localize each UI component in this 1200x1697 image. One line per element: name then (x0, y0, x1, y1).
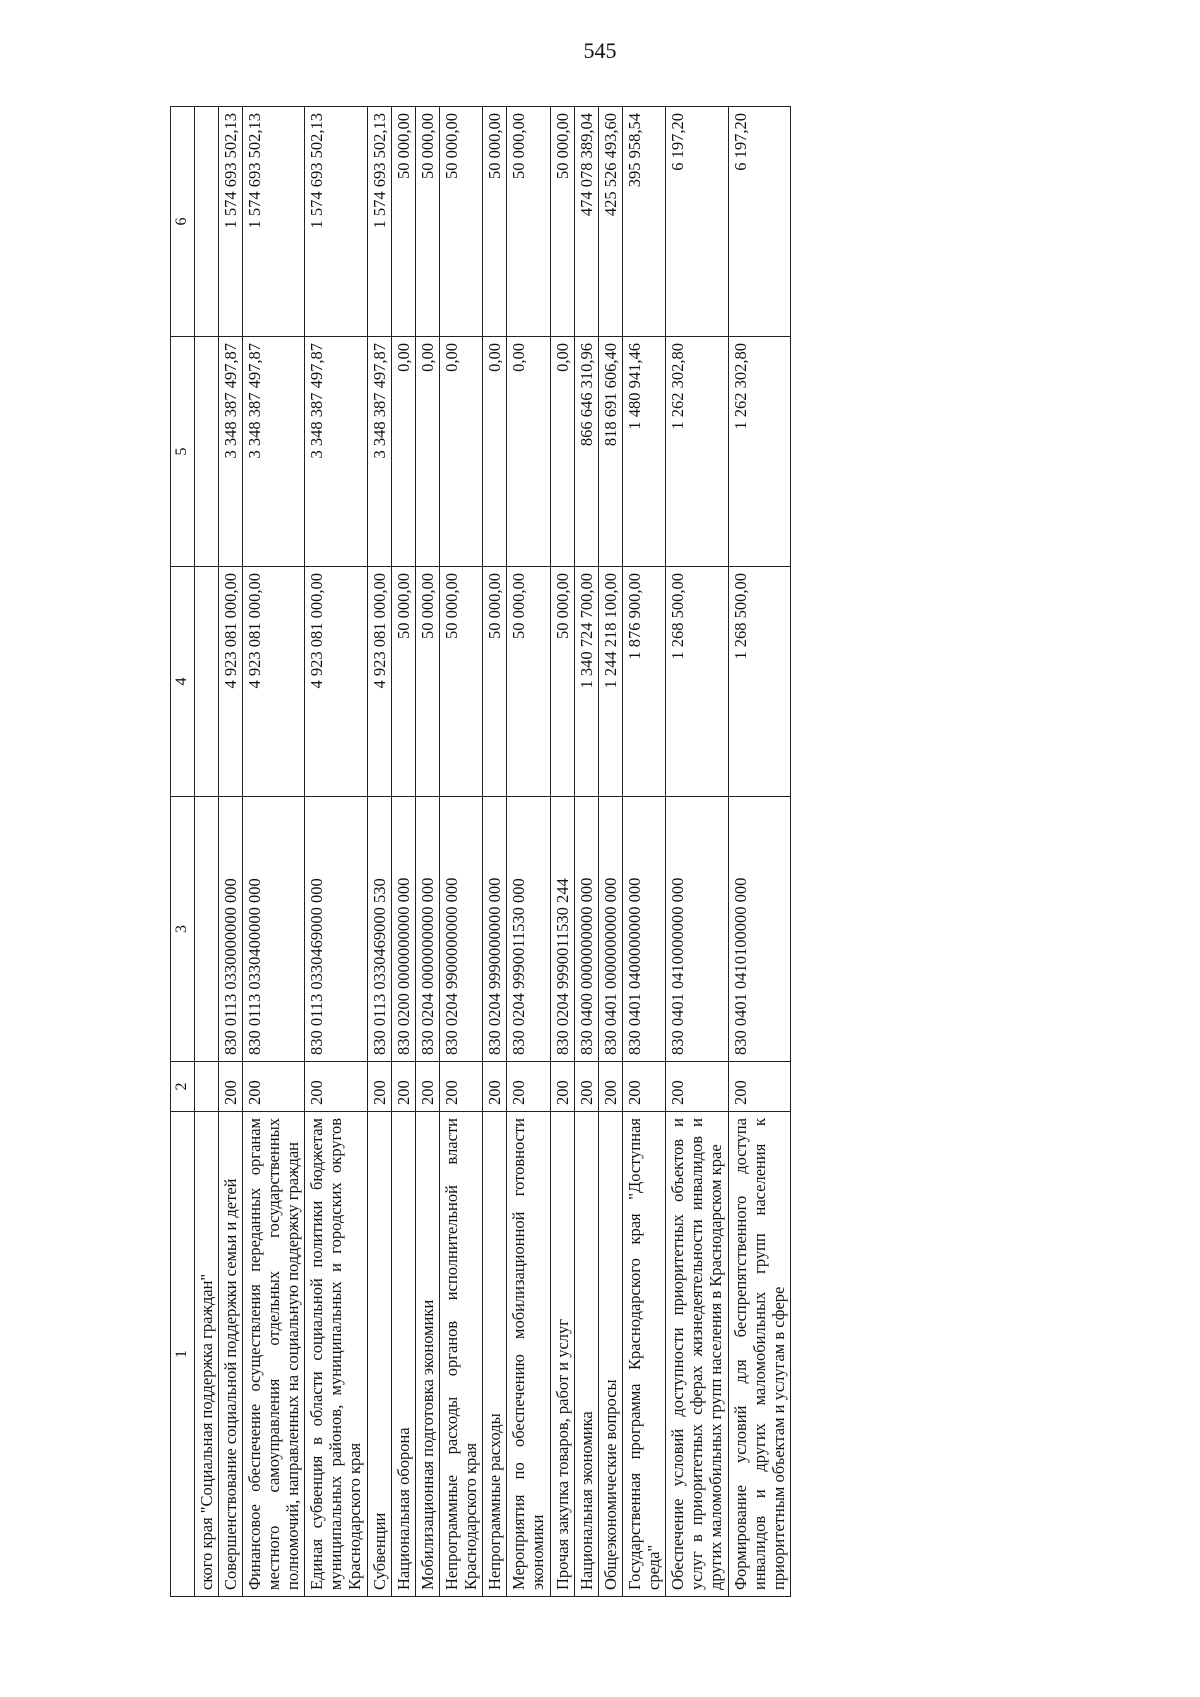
table-row (218, 107, 242, 1597)
table-row (194, 107, 218, 1597)
row-fact-amount: 3 348 387 497,87 (305, 337, 367, 567)
row-remainder-amount: 1 574 693 502,13 (305, 107, 367, 337)
row-code-cell: 830 0204 9990011530 244 (550, 797, 574, 1062)
row-code-cell: 830 0204 9990011530 000 (507, 797, 550, 1062)
row-plan-amount: 1 268 500,00 (728, 567, 790, 797)
row-code-cell: 830 0401 0410000000 000 (666, 797, 728, 1062)
row-vr-cell (194, 1062, 218, 1112)
row-vr-cell: 200 (391, 1062, 415, 1112)
table-row (242, 107, 304, 1597)
row-remainder-amount: 395 958,54 (622, 107, 665, 337)
row-remainder-amount: 50 000,00 (550, 107, 574, 337)
table-header-row (171, 107, 195, 1597)
row-name-cell: Непрограммные расходы органов исполнительной власти Краснодарского края (439, 1112, 482, 1597)
table-row (391, 107, 415, 1597)
row-plan-amount: 4 923 081 000,00 (367, 567, 391, 797)
row-vr-cell: 200 (305, 1062, 367, 1112)
row-name-cell: Национальная экономика (574, 1112, 598, 1597)
row-vr-cell: 200 (622, 1062, 665, 1112)
row-vr-cell: 200 (550, 1062, 574, 1112)
row-vr-cell: 200 (242, 1062, 304, 1112)
header-cell: 3 (171, 797, 195, 1062)
row-vr-cell: 200 (439, 1062, 482, 1112)
row-name-cell: Мобилизационная подготовка экономики (415, 1112, 439, 1597)
row-fact-amount: 0,00 (550, 337, 574, 567)
row-remainder-amount: 50 000,00 (391, 107, 415, 337)
header-cell: 6 (171, 107, 195, 337)
row-plan-amount: 50 000,00 (550, 567, 574, 797)
table-row (305, 107, 367, 1597)
row-remainder-amount: 50 000,00 (439, 107, 482, 337)
row-name-cell: Обеспечение условий доступности приоритетных объектов и услуг в приоритетных сферах жизнедеятельности инвалидов и других маломобильных групп населения в Краснодарском крае (666, 1112, 728, 1597)
row-plan-amount: 1 876 900,00 (622, 567, 665, 797)
row-code-cell: 830 0204 9900000000 000 (439, 797, 482, 1062)
header-cell: 1 (171, 1112, 195, 1597)
row-plan-amount: 50 000,00 (483, 567, 507, 797)
row-vr-cell: 200 (367, 1062, 391, 1112)
row-name-cell: Общеэкономические вопросы (598, 1112, 622, 1597)
row-fact-amount: 866 646 310,96 (574, 337, 598, 567)
row-remainder-amount: 474 078 389,04 (574, 107, 598, 337)
row-code-cell: 830 0200 0000000000 000 (391, 797, 415, 1062)
row-code-cell: 830 0400 0000000000 000 (574, 797, 598, 1062)
row-code-cell: 830 0204 9990000000 000 (483, 797, 507, 1062)
row-remainder-amount: 50 000,00 (507, 107, 550, 337)
table-row (483, 107, 507, 1597)
row-fact-amount: 3 348 387 497,87 (218, 337, 242, 567)
row-vr-cell: 200 (218, 1062, 242, 1112)
row-name-cell: Национальная оборона (391, 1112, 415, 1597)
row-plan-amount: 4 923 081 000,00 (305, 567, 367, 797)
rotated-table-container (170, 107, 1040, 1597)
row-name-cell: Субвенции (367, 1112, 391, 1597)
row-name-cell: Государственная программа Краснодарского края "Доступная среда" (622, 1112, 665, 1597)
row-plan-amount: 50 000,00 (415, 567, 439, 797)
row-vr-cell: 200 (598, 1062, 622, 1112)
row-code-cell: 830 0113 0330400000 000 (242, 797, 304, 1062)
row-plan-amount: 50 000,00 (391, 567, 415, 797)
row-name-cell: Формирование условий для беспрепятственного доступа инвалидов и других маломобильных групп населения к приоритетным объектам и услугам в сфере (728, 1112, 790, 1597)
row-plan-amount: 50 000,00 (507, 567, 550, 797)
row-plan-amount (194, 567, 218, 797)
row-remainder-amount: 6 197,20 (666, 107, 728, 337)
row-remainder-amount: 1 574 693 502,13 (242, 107, 304, 337)
row-vr-cell: 200 (415, 1062, 439, 1112)
table-row (415, 107, 439, 1597)
row-plan-amount: 4 923 081 000,00 (218, 567, 242, 797)
row-fact-amount: 1 262 302,80 (666, 337, 728, 567)
row-fact-amount: 818 691 606,40 (598, 337, 622, 567)
row-remainder-amount: 1 574 693 502,13 (218, 107, 242, 337)
page-number: 545 (583, 38, 617, 63)
table-row (550, 107, 574, 1597)
table-row (507, 107, 550, 1597)
row-fact-amount: 1 480 941,46 (622, 337, 665, 567)
row-vr-cell: 200 (728, 1062, 790, 1112)
row-vr-cell: 200 (507, 1062, 550, 1112)
row-fact-amount: 0,00 (415, 337, 439, 567)
table-row (574, 107, 598, 1597)
row-fact-amount (194, 337, 218, 567)
row-code-cell: 830 0401 0400000000 000 (622, 797, 665, 1062)
row-name-cell: Совершенствование социальной поддержки семьи и детей (218, 1112, 242, 1597)
row-remainder-amount: 6 197,20 (728, 107, 790, 337)
row-fact-amount: 0,00 (439, 337, 482, 567)
row-name-cell: ского края "Социальная поддержка граждан" (194, 1112, 218, 1597)
row-plan-amount: 1 268 500,00 (666, 567, 728, 797)
row-code-cell: 830 0401 0000000000 000 (598, 797, 622, 1062)
row-plan-amount: 50 000,00 (439, 567, 482, 797)
header-cell: 4 (171, 567, 195, 797)
table-row (439, 107, 482, 1597)
row-plan-amount: 1 340 724 700,00 (574, 567, 598, 797)
row-fact-amount: 3 348 387 497,87 (367, 337, 391, 567)
row-fact-amount: 0,00 (391, 337, 415, 567)
row-remainder-amount (194, 107, 218, 337)
row-fact-amount: 0,00 (483, 337, 507, 567)
row-code-cell: 830 0113 0330469000 000 (305, 797, 367, 1062)
table-row (598, 107, 622, 1597)
row-fact-amount: 0,00 (507, 337, 550, 567)
row-plan-amount: 1 244 218 100,00 (598, 567, 622, 797)
table-row (728, 107, 790, 1597)
table-row (666, 107, 728, 1597)
row-remainder-amount: 50 000,00 (415, 107, 439, 337)
row-fact-amount: 3 348 387 497,87 (242, 337, 304, 567)
row-vr-cell: 200 (574, 1062, 598, 1112)
row-vr-cell: 200 (666, 1062, 728, 1112)
row-code-cell: 830 0204 0000000000 000 (415, 797, 439, 1062)
header-cell: 2 (171, 1062, 195, 1112)
row-code-cell: 830 0113 0330000000 000 (218, 797, 242, 1062)
row-remainder-amount: 50 000,00 (483, 107, 507, 337)
row-remainder-amount: 425 526 493,60 (598, 107, 622, 337)
budget-table-body (171, 107, 791, 1597)
row-vr-cell: 200 (483, 1062, 507, 1112)
row-name-cell: Непрограммные расходы (483, 1112, 507, 1597)
table-row (622, 107, 665, 1597)
row-name-cell: Единая субвенция в области социальной политики бюджетам муниципальных районов, муниципальных и городских округов Краснодарского края (305, 1112, 367, 1597)
row-plan-amount: 4 923 081 000,00 (242, 567, 304, 797)
row-name-cell: Прочая закупка товаров, работ и услуг (550, 1112, 574, 1597)
row-name-cell: Финансовое обеспечение осуществления переданных органам местного самоуправления отдельных государственных полномочий, направленных на социальную поддержку граждан (242, 1112, 304, 1597)
row-code-cell (194, 797, 218, 1062)
row-remainder-amount: 1 574 693 502,13 (367, 107, 391, 337)
table-row (367, 107, 391, 1597)
row-name-cell: Мероприятия по обеспечению мобилизационной готовности экономики (507, 1112, 550, 1597)
row-fact-amount: 1 262 302,80 (728, 337, 790, 567)
row-code-cell: 830 0113 0330469000 530 (367, 797, 391, 1062)
row-code-cell: 830 0401 0410100000 000 (728, 797, 790, 1062)
header-cell: 5 (171, 337, 195, 567)
budget-table (170, 106, 791, 1597)
